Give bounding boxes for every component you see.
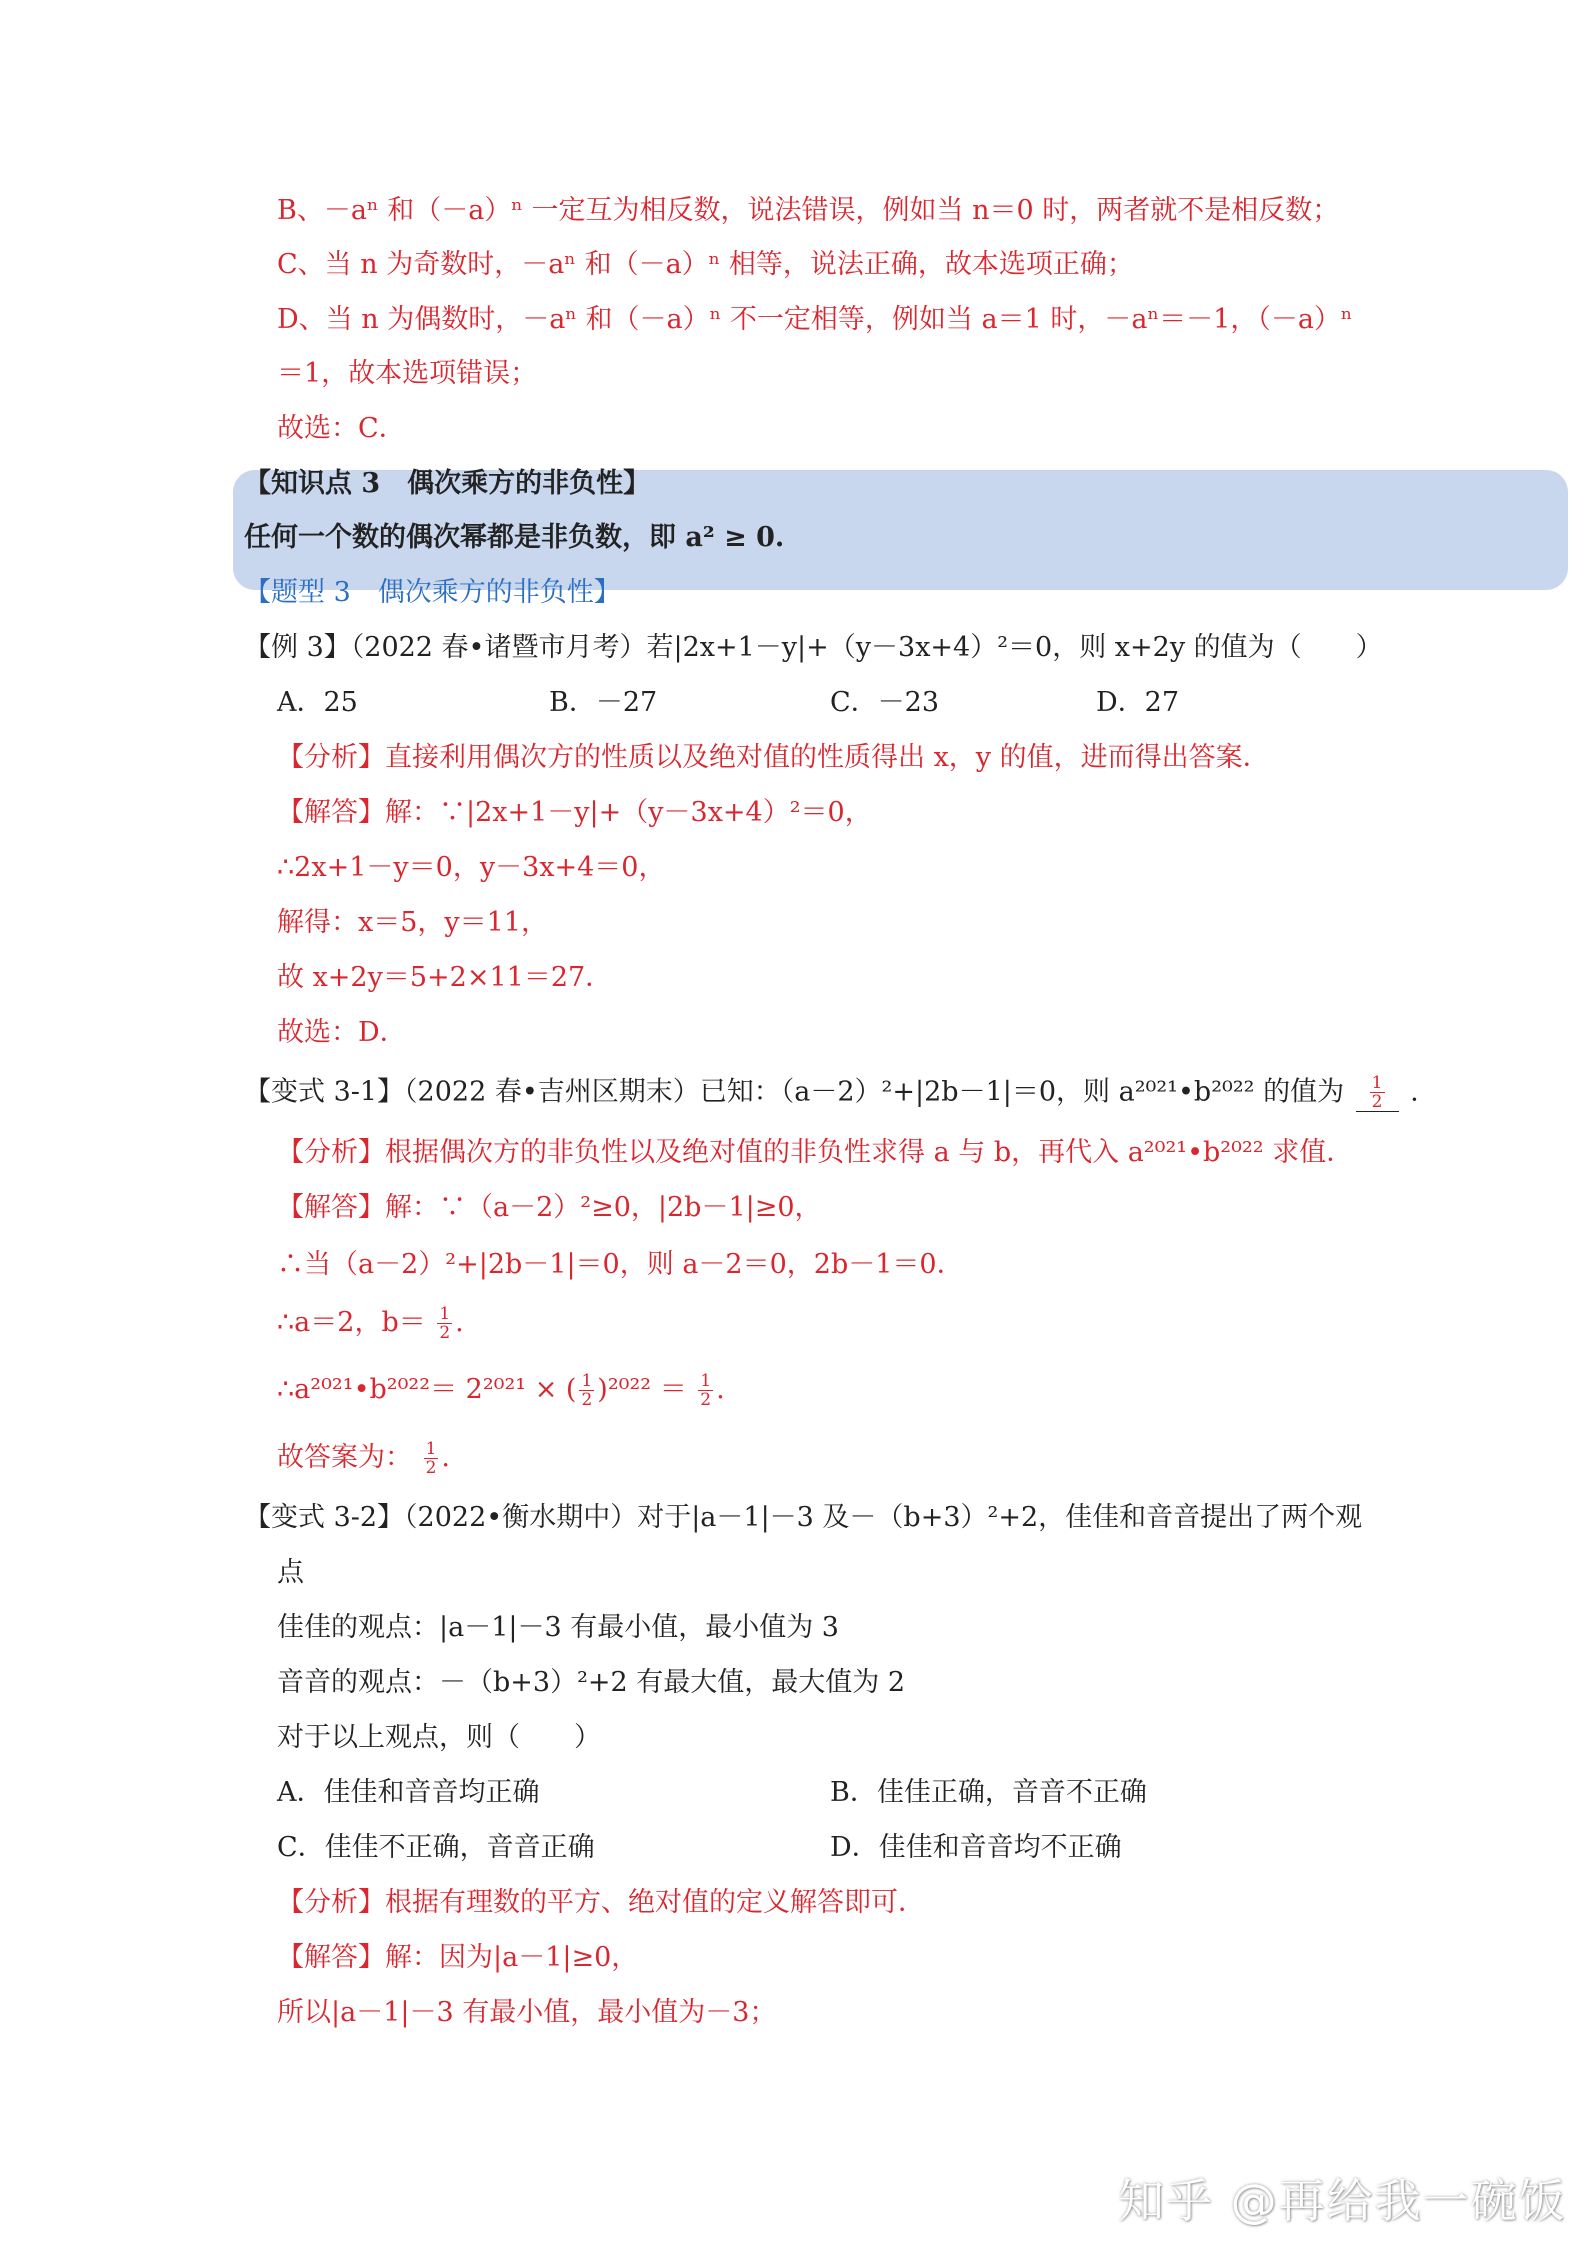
example-3-question: 【例 3】（2022 春•诸暨市月考）若|2x+1－y|+（y－3x+4）²＝0，则 x+2y 的值为（ ） <box>244 632 1383 663</box>
fraction-half <box>698 1372 713 1409</box>
variant-3-1-answer-3: ∴a＝2，b＝ $\frac{1}{2}$ . <box>277 1304 464 1343</box>
example-3-analysis: 【分析】直接利用偶次方的性质以及绝对值的性质得出 x，y 的值，进而得出答案． <box>277 742 1270 773</box>
fraction-denominator: 2 <box>700 1390 712 1410</box>
example-3-answer-4: 故 x+2y＝5+2×11＝27． <box>277 962 613 993</box>
option-d-explanation-2: ＝1，故本选项错误； <box>277 358 538 389</box>
variant-3-2-ask: 对于以上观点，则（ ） <box>277 1722 601 1753</box>
variant-3-2-question: 【变式 3-2】（2022•衡水期中）对于|a－1|－3 及－（b+3）²+2，佳佳和音音提出了两个观 <box>244 1502 1363 1533</box>
variant-3-1-answer-4: ∴a²⁰²¹•b²⁰²²＝ 2²⁰²¹ × ( $\frac{1}{2}$ )²⁰²² ＝ $\frac{1}{2}$ . <box>277 1371 725 1410</box>
variant-3-2-answer-1: 【解答】解：因为|a－1|≥0， <box>277 1942 639 1973</box>
fraction-half <box>424 1440 439 1477</box>
variant-3-2-option-d: D．佳佳和音音均不正确 <box>830 1832 1122 1863</box>
variant-3-1-answer-2: ∴当（a－2）²+|2b－1|＝0，则 a－2＝0，2b－1＝0． <box>277 1249 964 1280</box>
example-3-option-b: B．－27 <box>549 687 658 718</box>
example-3-answer-2: ∴2x+1－y＝0，y－3x+4＝0， <box>277 852 666 883</box>
example-3-option-d: D．27 <box>1096 687 1180 718</box>
variant-3-1-analysis: 【分析】根据偶次方的非负性以及绝对值的非负性求得 a 与 b，再代入 a²⁰²¹•b²⁰²² 求值． <box>277 1137 1354 1168</box>
variant-3-1-question: 【变式 3-1】（2022 春•吉州区期末）已知：（a－2）²+|2b－1|＝0，则 a²⁰²¹•b²⁰²² 的值为 $\frac{1}{2}$ . <box>244 1073 1419 1112</box>
variant-3-2-answer-2: 所以|a－1|－3 有最小值，最小值为－3； <box>277 1997 777 2028</box>
option-c-explanation: C、当 n 为奇数时，－aⁿ 和（－a）ⁿ 相等，说法正确，故本选项正确； <box>277 249 1134 280</box>
fraction-denominator: 2 <box>581 1390 593 1410</box>
fraction-numerator: 1 <box>581 1371 593 1391</box>
fraction-half <box>437 1305 452 1342</box>
fraction-numerator: 1 <box>700 1371 712 1391</box>
blank-numerator: 1 <box>1371 1073 1383 1093</box>
variant-3-2-option-c: C．佳佳不正确，音音正确 <box>277 1832 595 1863</box>
variant-3-1-answer-5: 故答案为： $\frac{1}{2}$ . <box>277 1439 451 1478</box>
choose-c: 故选：C． <box>277 413 406 444</box>
variant-3-1-question-text: 【变式 3-1】（2022 春•吉州区期末）已知：（a－2）²+|2b－1|＝0，则 a²⁰²¹•b²⁰²² 的值为 <box>244 1076 1345 1108</box>
example-3-option-a: A．25 <box>277 687 358 718</box>
example-3-option-c: C．－23 <box>830 687 940 718</box>
knowledge-body: 任何一个数的偶次幂都是非负数，即 a² ≥ 0. <box>244 522 785 553</box>
answer-4-text: ∴a²⁰²¹•b²⁰²²＝ 2²⁰²¹ × ( <box>277 1374 577 1405</box>
fraction-denominator: 2 <box>439 1323 451 1343</box>
fraction-numerator: 1 <box>439 1304 451 1324</box>
type-title: 【题型 3 偶次乘方的非负性】 <box>244 577 621 608</box>
fraction-numerator: 1 <box>425 1439 437 1459</box>
variant-3-1-answer-1: 【解答】解：∵（a－2）²≥0，|2b－1|≥0， <box>277 1192 822 1223</box>
answer-5-text: 故答案为： <box>277 1442 412 1473</box>
knowledge-title: 【知识点 3 偶次乘方的非负性】 <box>244 468 651 499</box>
answer-3-text: ∴a＝2，b＝ <box>277 1307 426 1338</box>
yinyin-viewpoint: 音音的观点：－（b+3）²+2 有最大值，最大值为 2 <box>277 1667 906 1698</box>
variant-3-2-option-b: B．佳佳正确，音音不正确 <box>830 1777 1147 1808</box>
example-3-answer-3: 解得：x＝5，y＝11， <box>277 907 549 938</box>
example-3-answer-5: 故选：D． <box>277 1017 407 1048</box>
zhihu-watermark: 知乎 @再给我一碗饭 <box>1118 2174 1567 2228</box>
variant-3-1-answer-blank <box>1356 1074 1399 1112</box>
fraction-denominator: 2 <box>425 1458 437 1478</box>
jiajia-viewpoint: 佳佳的观点：|a－1|－3 有最小值，最小值为 3 <box>277 1612 839 1643</box>
variant-3-2-question-2: 点 <box>277 1557 304 1588</box>
option-b-explanation: B、－aⁿ 和（－a）ⁿ 一定互为相反数，说法错误，例如当 n＝0 时，两者就不是相反数； <box>277 195 1340 226</box>
blank-denominator: 2 <box>1371 1092 1383 1112</box>
variant-3-2-analysis: 【分析】根据有理数的平方、绝对值的定义解答即可． <box>277 1887 925 1918</box>
fraction-half <box>579 1372 594 1409</box>
option-d-explanation-1: D、当 n 为偶数时，－aⁿ 和（－a）ⁿ 不一定相等，例如当 a＝1 时，－aⁿ＝－1，（－a）ⁿ <box>277 304 1353 335</box>
answer-4-tail: )²⁰²² ＝ <box>597 1374 687 1405</box>
variant-3-2-option-a: A．佳佳和音音均正确 <box>277 1777 540 1808</box>
example-3-answer-1: 【解答】解：∵|2x+1－y|+（y－3x+4）²＝0， <box>277 797 872 828</box>
